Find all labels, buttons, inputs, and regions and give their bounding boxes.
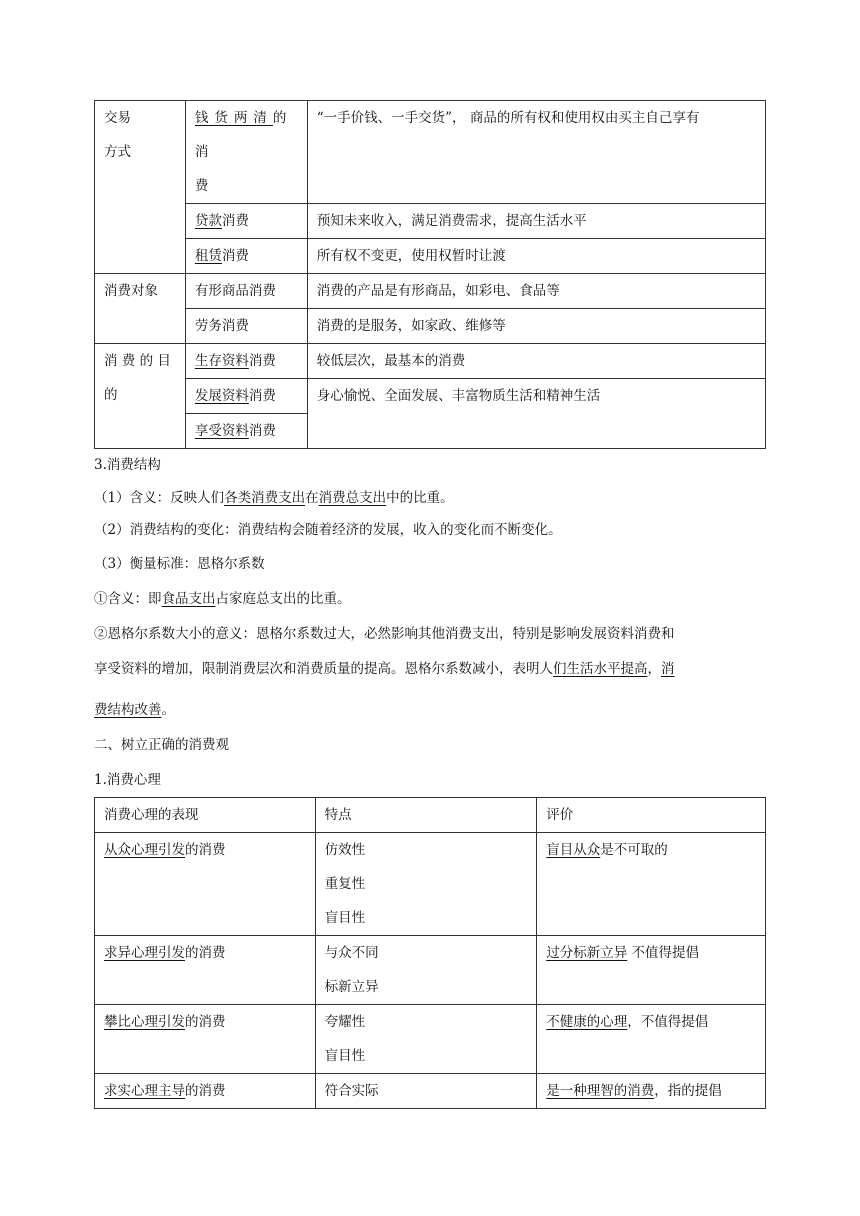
trait: 盲目性 bbox=[324, 1048, 366, 1064]
underlined-text: 攀比心理引发 bbox=[104, 1014, 185, 1030]
trait: 标新立异 bbox=[324, 979, 379, 995]
eval-cell bbox=[537, 1005, 766, 1074]
category-line: 的 bbox=[104, 387, 118, 403]
type-cell bbox=[185, 344, 307, 379]
paragraph: ②恩格尔系数大小的意义：恩格尔系数过大，必然影响其他消费支出，特别是影响发展资料消费和 bbox=[94, 626, 675, 642]
type-cell bbox=[185, 204, 307, 239]
underlined-text: 求异心理引发 bbox=[104, 945, 185, 961]
category-cell: 消费对象 bbox=[95, 274, 186, 344]
category-cell bbox=[95, 101, 186, 274]
table-row bbox=[95, 833, 766, 936]
table-row bbox=[95, 101, 766, 204]
eval-cell bbox=[537, 1074, 766, 1109]
table-row bbox=[95, 936, 766, 1005]
underlined-text: 求实心理主导 bbox=[104, 1083, 185, 1099]
underlined-text: 们生活水平提高 bbox=[553, 661, 648, 677]
text: 在 bbox=[305, 490, 319, 506]
type-underlined: 享受资料 bbox=[194, 423, 249, 439]
text: 的消费 bbox=[185, 945, 226, 961]
psych-cell bbox=[95, 833, 316, 936]
type-rest: 的消 bbox=[194, 110, 293, 160]
desc-cell: “一手价钱、一手交货”， 商品的所有权和使用权由买主自己享有 bbox=[307, 101, 765, 204]
column-header: 评价 bbox=[537, 798, 766, 833]
type-underlined: 贷款 bbox=[194, 213, 222, 229]
psych-cell bbox=[95, 1005, 316, 1074]
paragraph bbox=[94, 700, 766, 720]
type-cell bbox=[185, 101, 307, 204]
consumer-psychology-table bbox=[94, 797, 766, 1109]
table-row bbox=[95, 239, 766, 274]
underlined-text: 过分标新立异 bbox=[546, 945, 628, 961]
traits-cell bbox=[315, 833, 537, 936]
table-row bbox=[95, 344, 766, 379]
text: 的消费 bbox=[185, 842, 226, 858]
desc-cell: 预知未来收入，满足消费需求，提高生活水平 bbox=[307, 204, 765, 239]
text: 不值得提倡 bbox=[627, 945, 700, 961]
eval-cell bbox=[537, 936, 766, 1005]
underlined-text: 食品支出 bbox=[161, 591, 216, 607]
underlined-text: 各类消费支出 bbox=[224, 490, 306, 506]
underlined-text: 消费总支出 bbox=[318, 490, 387, 506]
table-header-row bbox=[95, 798, 766, 833]
type-cell: 劳务消费 bbox=[185, 309, 307, 344]
text: ， bbox=[647, 661, 661, 677]
type-underlined: 租赁 bbox=[194, 248, 222, 264]
paragraph bbox=[94, 589, 766, 609]
consumption-type-table bbox=[94, 100, 766, 449]
text: 是不可取的 bbox=[600, 842, 668, 858]
type-cell bbox=[185, 239, 307, 274]
type-underlined: 生存资料 bbox=[194, 353, 249, 369]
text: 的消费 bbox=[185, 1014, 226, 1030]
table-row bbox=[95, 1074, 766, 1109]
category-line: 消 费 的 目 bbox=[104, 353, 171, 369]
type-rest: 消费 bbox=[221, 213, 249, 229]
column-header: 消费心理的表现 bbox=[95, 798, 316, 833]
paragraph: （3）衡量标准：恩格尔系数 bbox=[94, 556, 265, 572]
traits-cell bbox=[315, 1074, 537, 1109]
type-rest: 消费 bbox=[248, 353, 276, 369]
table-row bbox=[95, 379, 766, 414]
category-cell bbox=[95, 344, 186, 449]
text: 中的比重。 bbox=[386, 490, 454, 506]
table-row bbox=[95, 309, 766, 344]
section-heading: 二、树立正确的消费观 bbox=[94, 737, 229, 753]
text: ，指的提倡 bbox=[654, 1083, 722, 1099]
category-line: 交易 bbox=[104, 110, 131, 126]
psych-cell bbox=[95, 936, 316, 1005]
trait: 盲目性 bbox=[324, 910, 366, 926]
table-row bbox=[95, 1005, 766, 1074]
traits-cell bbox=[315, 936, 537, 1005]
desc-cell: 所有权不变更，使用权暂时让渡 bbox=[307, 239, 765, 274]
subsection-heading: 1.消费心理 bbox=[94, 772, 161, 788]
underlined-text: 盲目从众 bbox=[546, 842, 601, 858]
text: （1）含义：反映人们 bbox=[94, 490, 225, 506]
text: 。 bbox=[161, 702, 175, 718]
section-heading: 3.消费结构 bbox=[94, 457, 161, 473]
psych-cell bbox=[95, 1074, 316, 1109]
type-cell bbox=[185, 379, 307, 414]
desc-cell: 身心愉悦、全面发展、丰富物质生活和精神生活 bbox=[307, 379, 765, 449]
type-underlined: 钱货两清 bbox=[194, 110, 273, 126]
column-header: 特点 bbox=[315, 798, 537, 833]
type-rest: 消费 bbox=[248, 423, 276, 439]
underlined-text: 费结构改善 bbox=[94, 702, 162, 718]
paragraph bbox=[94, 659, 766, 679]
table-row bbox=[95, 274, 766, 309]
type-rest: 消费 bbox=[248, 388, 276, 404]
trait: 重复性 bbox=[324, 876, 366, 892]
table-row bbox=[95, 204, 766, 239]
text: 的消费 bbox=[185, 1083, 226, 1099]
paragraph: （2）消费结构的变化：消费结构会随着经济的发展，收入的变化而不断变化。 bbox=[94, 522, 562, 538]
type-rest: 消费 bbox=[221, 248, 249, 264]
desc-cell: 较低层次，最基本的消费 bbox=[307, 344, 765, 379]
type-cell: 有形商品消费 bbox=[185, 274, 307, 309]
trait: 符合实际 bbox=[324, 1083, 379, 1099]
category-line: 方式 bbox=[104, 144, 131, 160]
type-cell bbox=[185, 414, 307, 449]
type-rest: 费 bbox=[194, 178, 209, 194]
text: 占家庭总支出的比重。 bbox=[215, 591, 351, 607]
underlined-text: 从众心理引发 bbox=[104, 842, 185, 858]
desc-cell: 消费的产品是有形商品，如彩电、食品等 bbox=[307, 274, 765, 309]
desc-cell: 消费的是服务，如家政、维修等 bbox=[307, 309, 765, 344]
trait: 仿效性 bbox=[324, 842, 366, 858]
type-underlined: 发展资料 bbox=[194, 388, 249, 404]
text: 享受资料的增加，限制消费层次和消费质量的提高。恩格尔系数减小，表明人 bbox=[94, 661, 553, 677]
underlined-text: 不健康的心理 bbox=[546, 1014, 628, 1030]
text: ，不值得提倡 bbox=[627, 1014, 709, 1030]
trait: 与众不同 bbox=[324, 945, 379, 961]
eval-cell bbox=[537, 833, 766, 936]
text: ①含义：即 bbox=[94, 591, 162, 607]
trait: 夸耀性 bbox=[324, 1014, 366, 1030]
underlined-text: 是一种理智的消费 bbox=[546, 1083, 655, 1099]
paragraph bbox=[94, 488, 766, 508]
traits-cell bbox=[315, 1005, 537, 1074]
underlined-text: 消 bbox=[661, 661, 675, 677]
